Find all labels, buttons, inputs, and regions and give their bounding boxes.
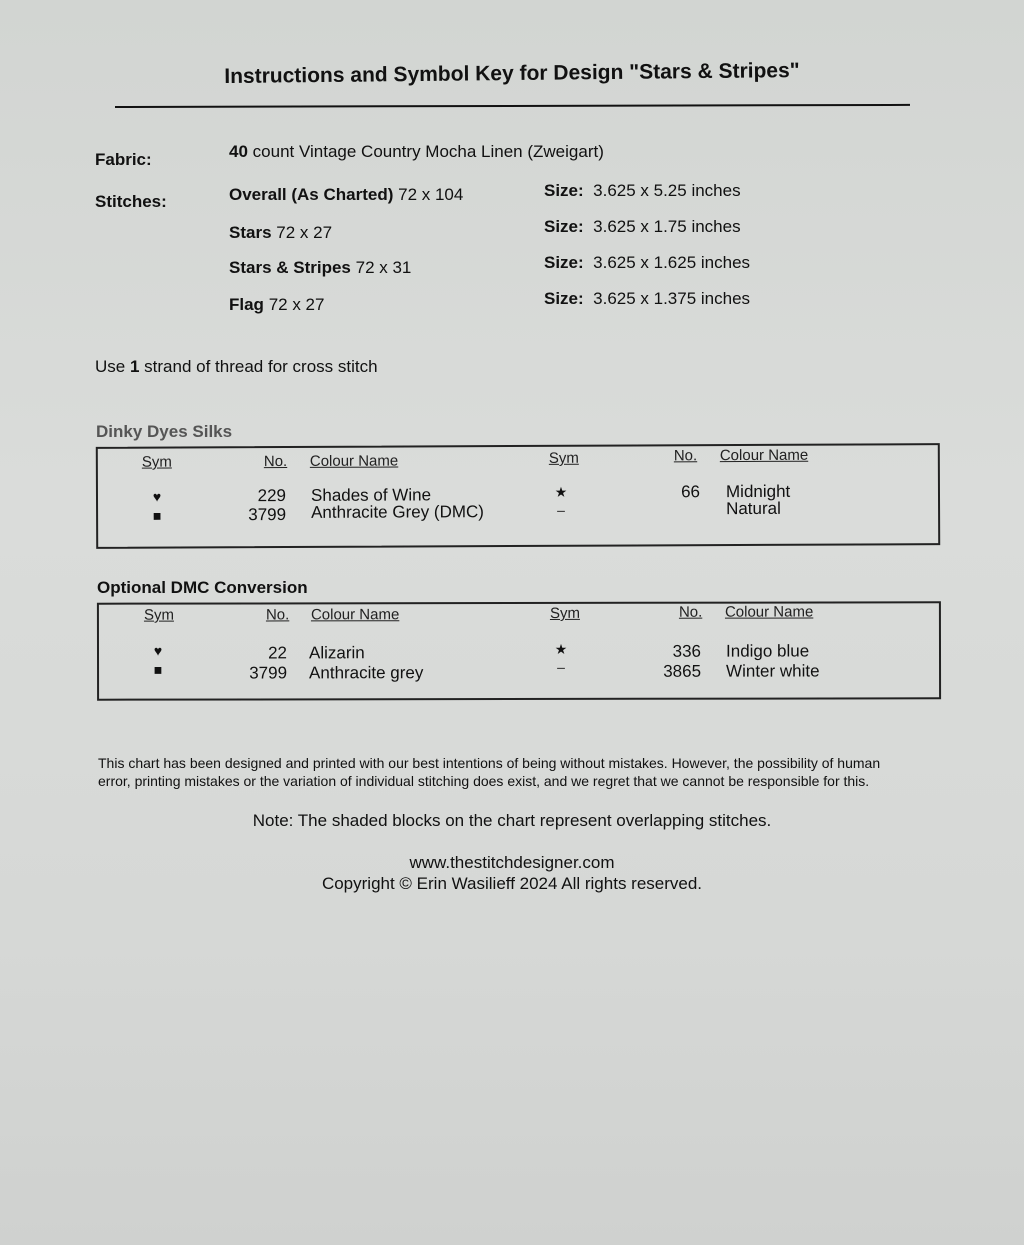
heart-icon: ♥ [152,488,162,505]
size-value: 3.625 x 1.625 inches [593,253,751,272]
size-label: Size: [544,181,584,200]
fabric-count: 40 [229,142,248,161]
stitch-row-overall [229,185,463,205]
dmc-table [97,601,941,700]
colour-name: Midnight [725,481,791,502]
dash-icon: – [557,501,565,518]
size-value: 3.625 x 1.375 inches [593,289,751,308]
star-icon: ★ [554,640,568,657]
size-row-flag [544,289,750,309]
fabric-label: Fabric: [95,150,152,169]
stitch-row-stars-stripes [229,258,411,278]
square-icon: ■ [153,661,163,678]
colour-name: Shades of Wine [310,485,432,505]
colour-name: Anthracite Grey (DMC) [311,502,484,522]
dmc-section-title: Optional DMC Conversion [97,578,308,597]
colour-name: Winter white [726,661,820,681]
col-header-sym: Sym [548,449,579,467]
size-row-stars [544,217,741,237]
size-row-overall [544,181,741,201]
square-icon: ■ [152,507,162,524]
strand-instruction [95,357,378,377]
col-header-no: No. [263,453,288,471]
heart-icon: ♥ [153,642,163,659]
dinky-table [96,443,940,549]
copyright: Copyright © Erin Wasilieff 2024 All rights reserved. [321,874,703,893]
col-header-sym: Sym [143,606,174,624]
thread-number: 229 [257,486,287,506]
size-label: Size: [544,289,584,308]
strand-pre: Use [95,357,126,376]
stitch-name: Stars [229,223,272,242]
colour-name: Natural [726,498,781,519]
thread-number: 3799 [248,505,287,525]
col-header-no: No. [673,447,698,465]
stitch-row-flag [229,295,324,315]
col-header-no: No. [265,606,290,624]
stitch-dims: 72 x 104 [398,185,464,204]
note-text: Note: The shaded blocks on the chart represent overlapping stitches. [252,811,772,830]
thread-number: 22 [268,643,288,663]
stitches-label: Stitches: [95,192,167,211]
col-header-colour: Colour Name [309,452,399,470]
disclaimer: This chart has been designed and printed with our best intentions of being without mistakes. However, the possibility of human error, printing mistakes or the variation of individual stitching does exist, and we regret that we cannot be responsible for this. [98,755,881,789]
title-divider [115,104,910,108]
colour-name: Alizarin [308,643,365,663]
thread-number: 336 [672,641,702,661]
col-header-sym: Sym [549,604,580,622]
col-header-colour: Colour Name [724,603,814,621]
col-header-colour: Colour Name [719,446,809,465]
size-value: 3.625 x 5.25 inches [593,181,741,200]
stitch-dims: 72 x 31 [355,258,412,277]
strand-count: 1 [129,357,140,376]
col-header-sym: Sym [141,453,172,471]
size-label: Size: [544,253,584,272]
page-title: Instructions and Symbol Key for Design "Stars & Stripes" [224,58,800,89]
stitch-name: Stars & Stripes [229,258,351,277]
dinky-section-title: Dinky Dyes Silks [96,422,233,441]
stitch-name: Overall (As Charted) [229,185,394,204]
star-icon: ★ [554,483,568,500]
thread-number: 3799 [249,663,288,683]
size-value: 3.625 x 1.75 inches [593,217,741,236]
fabric-value [229,142,604,162]
stitch-dims: 72 x 27 [276,223,333,242]
size-row-stars-stripes [544,253,750,273]
thread-number: 3865 [663,661,702,681]
stitch-row-stars [229,223,332,243]
colour-name: Anthracite grey [309,663,424,683]
dash-icon: – [557,658,565,675]
thread-number: 66 [681,482,701,502]
size-label: Size: [544,217,584,236]
stitch-name: Flag [229,295,264,314]
colour-name: Indigo blue [725,641,810,661]
website-link[interactable]: www.thestitchdesigner.com [409,853,615,872]
col-header-colour: Colour Name [310,606,400,624]
strand-post: strand of thread for cross stitch [144,357,378,376]
col-header-no: No. [678,603,703,621]
stitch-dims: 72 x 27 [268,295,325,314]
fabric-description: count Vintage Country Mocha Linen (Zweigart) [252,142,604,161]
